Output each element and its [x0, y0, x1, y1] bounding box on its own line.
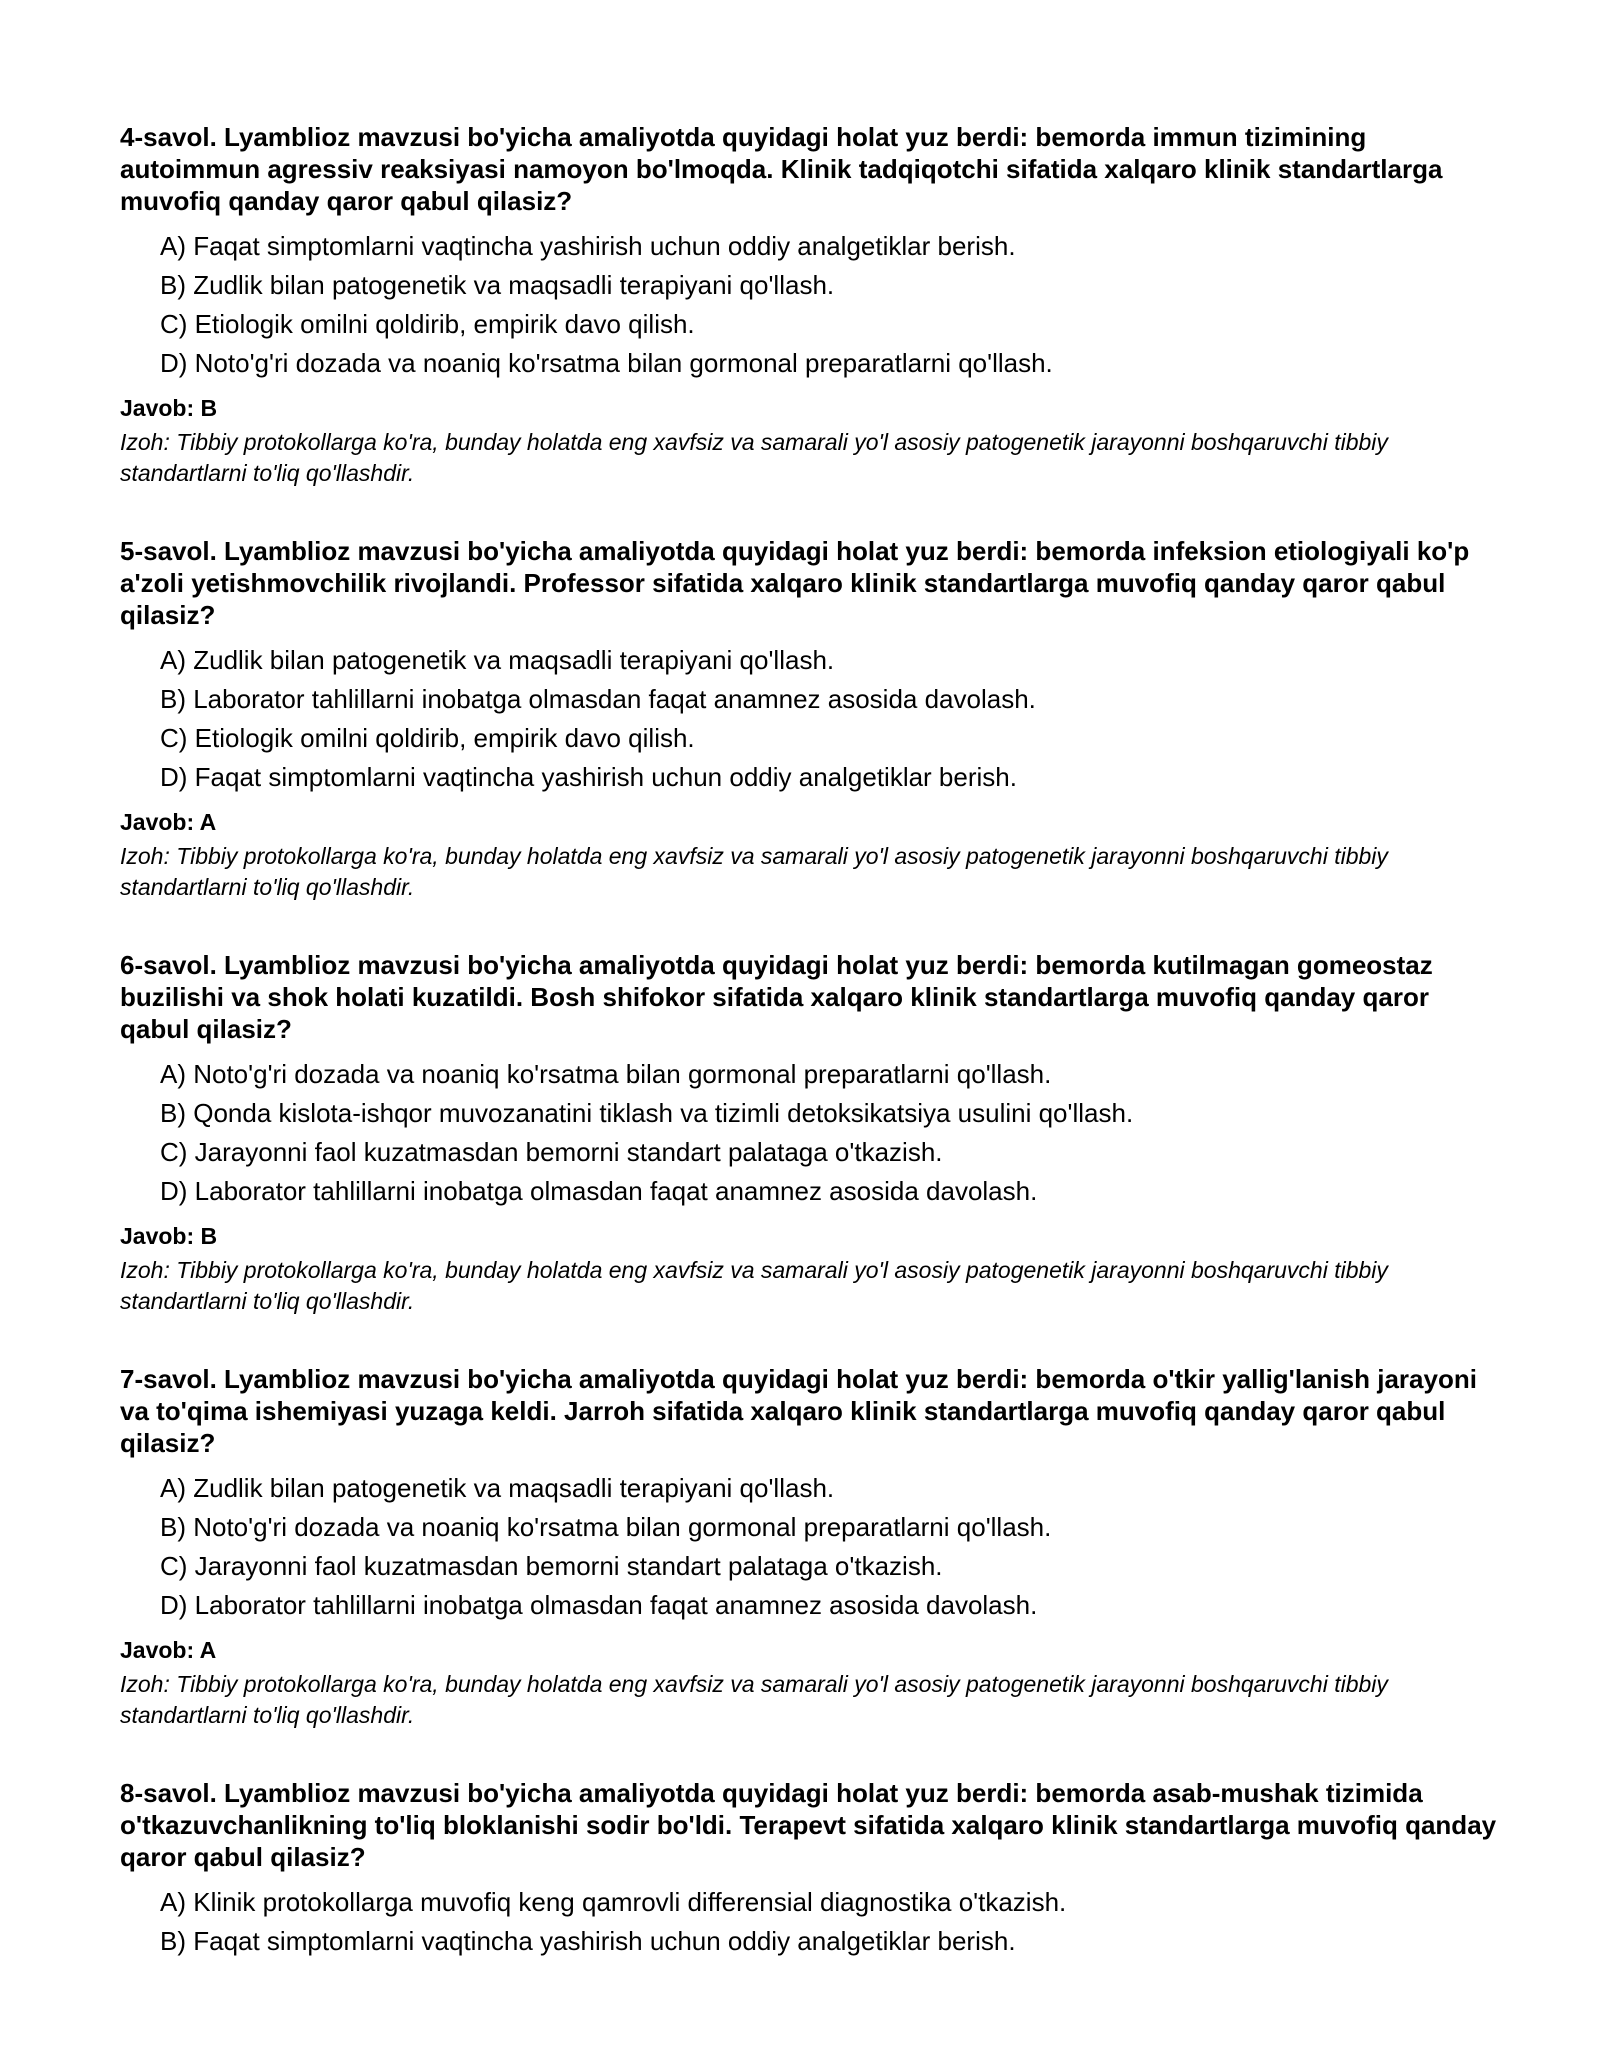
- option-c: C) Etiologik omilni qoldirib, empirik davo qilish.: [160, 309, 695, 339]
- question-title: 7-savol. Lyamblioz mavzusi bo'yicha amaliyotda quyidagi holat yuz berdi: bemorda o'tkir yallig'lanish jarayoni va to'qima ishemiyasi yuzaga keldi. Jarroh sifatida xalqaro klinik standartlarga muvofiq qanday qaror qabul qilasiz?: [120, 1364, 1477, 1458]
- answer-label: Javob: B: [120, 395, 218, 421]
- option-a: A) Zudlik bilan patogenetik va maqsadli terapiyani qo'llash.: [160, 1473, 835, 1503]
- answer-label: Javob: B: [120, 1223, 218, 1249]
- option-c: C) Etiologik omilni qoldirib, empirik davo qilish.: [160, 723, 695, 753]
- option-b: B) Laborator tahlillarni inobatga olmasdan faqat anamnez asosida davolash.: [160, 684, 1036, 714]
- option-d: D) Noto'g'ri dozada va noaniq ko'rsatma bilan gormonal preparatlarni qo'llash.: [160, 348, 1053, 378]
- question-title: 8-savol. Lyamblioz mavzusi bo'yicha amaliyotda quyidagi holat yuz berdi: bemorda asab-mushak tizimida o'tkazuvchanlikning to'liq bloklanishi sodir bo'ldi. Terapevt sifatida xalqaro klinik standartlarga muvofiq qanday qaror qabul qilasiz?: [120, 1778, 1497, 1872]
- document-page: [120, 121, 1500, 2007]
- option-c: C) Jarayonni faol kuzatmasdan bemorni standart palataga o'tkazish.: [160, 1551, 943, 1581]
- option-c: C) Jarayonni faol kuzatmasdan bemorni standart palataga o'tkazish.: [160, 1137, 943, 1167]
- answer-label: Javob: A: [120, 1637, 217, 1663]
- options-list: [120, 641, 1500, 797]
- option-b: B) Faqat simptomlarni vaqtincha yashirish uchun oddiy analgetiklar berish.: [160, 1926, 1016, 1956]
- options-list: [120, 1883, 1500, 1961]
- answer-label: Javob: A: [120, 809, 217, 835]
- option-a: A) Noto'g'ri dozada va noaniq ko'rsatma bilan gormonal preparatlarni qo'llash.: [160, 1059, 1052, 1089]
- option-b: B) Noto'g'ri dozada va noaniq ko'rsatma bilan gormonal preparatlarni qo'llash.: [160, 1512, 1052, 1542]
- question-block: [120, 121, 1500, 489]
- explanation-note: Izoh: Tibbiy protokollarga ko'ra, bunday holatda eng xavfsiz va samarali yo'l asosiy patogenetik jarayonni boshqaruvchi tibbiy standartlarni to'liq qo'llashdir.: [120, 1257, 1388, 1314]
- option-a: A) Zudlik bilan patogenetik va maqsadli terapiyani qo'llash.: [160, 645, 835, 675]
- option-a: A) Faqat simptomlarni vaqtincha yashirish uchun oddiy analgetiklar berish.: [160, 231, 1016, 261]
- option-d: D) Laborator tahlillarni inobatga olmasdan faqat anamnez asosida davolash.: [160, 1176, 1038, 1206]
- option-d: D) Faqat simptomlarni vaqtincha yashirish uchun oddiy analgetiklar berish.: [160, 762, 1017, 792]
- option-b: B) Qonda kislota-ishqor muvozanatini tiklash va tizimli detoksikatsiya usulini qo'llash.: [160, 1098, 1134, 1128]
- option-d: D) Laborator tahlillarni inobatga olmasdan faqat anamnez asosida davolash.: [160, 1590, 1038, 1620]
- question-title: 6-savol. Lyamblioz mavzusi bo'yicha amaliyotda quyidagi holat yuz berdi: bemorda kutilmagan gomeostaz buzilishi va shok holati kuzatildi. Bosh shifokor sifatida xalqaro klinik standartlarga muvofiq qanday qaror qabul qilasiz?: [120, 950, 1433, 1044]
- options-list: [120, 1469, 1500, 1625]
- question-title: 4-savol. Lyamblioz mavzusi bo'yicha amaliyotda quyidagi holat yuz berdi: bemorda immun tizimining autoimmun agressiv reaksiyasi namoyon bo'lmoqda. Klinik tadqiqotchi sifatida xalqaro klinik standartlarga muvofiq qanday qaror qabul qilasiz?: [120, 122, 1443, 216]
- question-block: [120, 1777, 1500, 1961]
- option-a: A) Klinik protokollarga muvofiq keng qamrovli differensial diagnostika o'tkazish.: [160, 1887, 1067, 1917]
- option-b: B) Zudlik bilan patogenetik va maqsadli terapiyani qo'llash.: [160, 270, 835, 300]
- question-block: [120, 1363, 1500, 1731]
- question-block: [120, 949, 1500, 1317]
- options-list: [120, 227, 1500, 383]
- question-title: 5-savol. Lyamblioz mavzusi bo'yicha amaliyotda quyidagi holat yuz berdi: bemorda infeksion etiologiyali ko'p a'zoli yetishmovchilik rivojlandi. Professor sifatida xalqaro klinik standartlarga muvofiq qanday qaror qabul qilasiz?: [120, 536, 1470, 630]
- explanation-note: Izoh: Tibbiy protokollarga ko'ra, bunday holatda eng xavfsiz va samarali yo'l asosiy patogenetik jarayonni boshqaruvchi tibbiy standartlarni to'liq qo'llashdir.: [120, 843, 1388, 900]
- explanation-note: Izoh: Tibbiy protokollarga ko'ra, bunday holatda eng xavfsiz va samarali yo'l asosiy patogenetik jarayonni boshqaruvchi tibbiy standartlarni to'liq qo'llashdir.: [120, 1671, 1388, 1728]
- question-block: [120, 535, 1500, 903]
- explanation-note: Izoh: Tibbiy protokollarga ko'ra, bunday holatda eng xavfsiz va samarali yo'l asosiy patogenetik jarayonni boshqaruvchi tibbiy standartlarni to'liq qo'llashdir.: [120, 429, 1388, 486]
- options-list: [120, 1055, 1500, 1211]
